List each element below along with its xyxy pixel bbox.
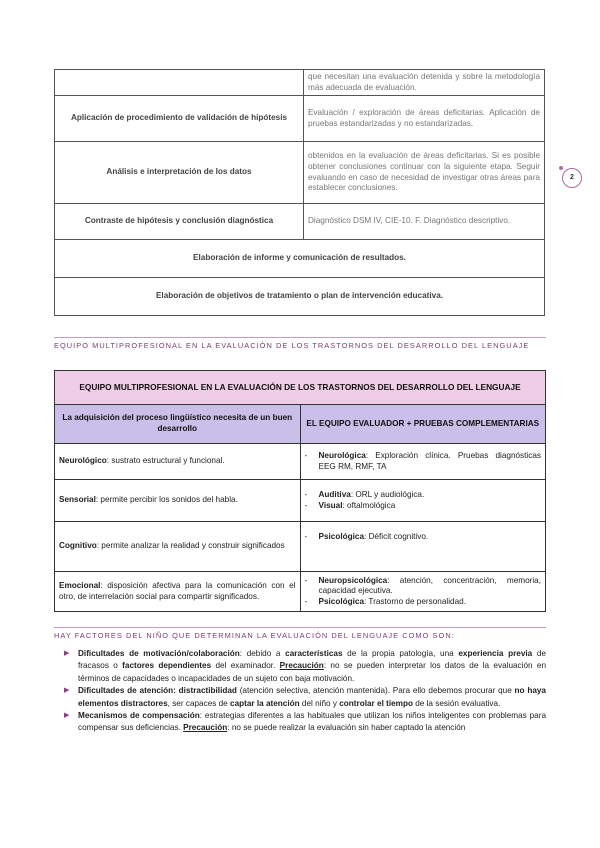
factor-text: factores dependientes <box>122 661 212 671</box>
section-divider <box>54 337 546 338</box>
factor-text: Precaución <box>183 723 228 733</box>
factor-text: controlar el tiempo <box>339 698 413 708</box>
factor-text: experiencia previa <box>458 649 533 658</box>
list-item <box>305 501 542 512</box>
list-item <box>66 648 546 685</box>
test-term: Auditiva <box>318 489 351 499</box>
test-term: Psicológica <box>318 532 365 541</box>
table-cell <box>55 480 301 522</box>
factor-text: : no se pueden interpretar los datos de la evaluación en términos de capacidades o incapacidades de un sujeto con baja motivación. <box>78 661 547 683</box>
table-row <box>55 278 545 316</box>
table-cell: Análisis e interpretación de los datos <box>55 142 304 204</box>
table-cell <box>300 572 546 612</box>
section-divider <box>54 627 546 628</box>
column-header: EL EQUIPO EVALUADOR + PRUEBAS COMPLEMENTARIAS <box>300 405 546 444</box>
factor-text: Dificultades de atención: distractibilidad <box>78 686 237 696</box>
table-row <box>55 204 545 240</box>
factor-text: de la sesión evaluativa. <box>412 698 501 708</box>
factor-text: Mecanismos de compensación <box>78 711 200 721</box>
test-term: Neuropsicológica <box>318 575 388 585</box>
factor-text: de fracasos o <box>78 649 546 671</box>
list-item <box>305 576 542 597</box>
area-term: Cognitivo <box>59 541 97 551</box>
table-cell <box>55 70 304 96</box>
bullet-arrow-icon: ▶ <box>64 712 70 720</box>
table-row <box>55 522 546 572</box>
factors-list <box>66 648 546 735</box>
table-cell <box>55 522 301 572</box>
evaluation-process-table <box>54 69 545 316</box>
area-desc: : permite percibir los sonidos del habla. <box>95 495 238 505</box>
test-desc: : ORL y audiológica. <box>350 489 425 499</box>
test-desc: : Trastorno de personalidad. <box>364 596 466 606</box>
bullet-arrow-icon: ▶ <box>64 650 70 657</box>
table-cell <box>300 444 546 480</box>
factor-text: Precaución <box>279 661 324 671</box>
table-cell: Contraste de hipótesis y conclusión diagnóstica <box>55 204 304 240</box>
table-cell: que necesitan una evaluación detenida y sobre la metodología más adecuada de evaluación. <box>304 70 545 96</box>
list-item <box>305 490 542 501</box>
factor-text: (atención selectiva, atención mantenida). Para ello debemos procurar que <box>236 686 515 696</box>
factor-text: características <box>285 649 343 658</box>
list-item <box>305 451 542 472</box>
table-row <box>55 444 546 480</box>
test-term: Neurológica <box>318 450 366 460</box>
table-cell <box>300 480 546 522</box>
column-header: La adquisición del proceso lingüístico necesita de un buen desarrollo <box>55 405 301 444</box>
table-header-row <box>55 405 546 444</box>
area-desc: : permite analizar la realidad y construir significados <box>96 541 285 551</box>
test-term: Psicológica <box>318 596 365 606</box>
area-desc: : sustrato estructural y funcional. <box>106 456 225 466</box>
table-title: EQUIPO MULTIPROFESIONAL EN LA EVALUACIÓN DE LOS TRASTORNOS DEL DESARROLLO DEL LENGUAJE <box>55 371 546 405</box>
table-cell: obtenidos en la evaluación de áreas deficitarias. Si es posible obtener conclusiones continuar con la siguiente etapa. Seguir evaluando en caso de necesidad de investigar otras áreas para establecer conclusiones. <box>304 142 545 204</box>
table-row <box>55 142 545 204</box>
table-cell <box>55 444 301 480</box>
list-item <box>66 685 546 710</box>
table-row <box>55 480 546 522</box>
area-term: Neurológico <box>59 456 107 466</box>
factor-text: Dificultades de motivación/colaboración <box>78 649 240 658</box>
section-heading: HAY FACTORES DEL NIÑO QUE DETERMINAN LA EVALUACIÓN DEL LENGUAJE COMO SON: <box>54 631 455 640</box>
page-marker-dot <box>559 166 563 170</box>
factor-text: no haya elementos distractores <box>78 686 546 708</box>
factor-text: del examinador. <box>211 661 280 671</box>
factor-text: : estrategias diferentes a las habituales que utilizan los niños inteligentes con problemas para compensar sus deficiencias. <box>78 711 547 733</box>
section-heading: EQUIPO MULTIPROFESIONAL EN LA EVALUACIÓN DE LOS TRASTORNOS DEL DESARROLLO DEL LENGUAJE <box>54 341 530 350</box>
table-row <box>55 371 546 405</box>
table-cell <box>55 572 301 612</box>
list-item <box>305 532 542 543</box>
table-row <box>55 70 545 96</box>
table-row <box>55 572 546 612</box>
factor-text: de la propia patología, una <box>342 649 459 658</box>
test-desc: : oftalmológica <box>342 500 396 510</box>
table-cell: Elaboración de informe y comunicación de resultados. <box>55 240 545 278</box>
table-cell: Evaluación / exploración de áreas deficitarias. Aplicación de pruebas estandarizadas y no estandarizadas. <box>304 96 545 142</box>
test-term: Visual <box>318 500 343 510</box>
factor-text: : no se puede realizar la evaluación sin haber captado la atención <box>227 723 466 733</box>
table-cell: Aplicación de procedimiento de validación de hipótesis <box>55 96 304 142</box>
table-row <box>55 96 545 142</box>
test-desc: : Déficit cognitivo. <box>364 532 429 541</box>
bullet-arrow-icon: ▶ <box>64 687 70 695</box>
table-cell: Diagnóstico DSM IV, CIE-10. F. Diagnóstico descriptivo. <box>304 204 545 240</box>
test-desc: : atención, concentración, memoria, capacidad ejecutiva. <box>318 575 541 596</box>
table-cell: Elaboración de objetivos de tratamiento o plan de intervención educativa. <box>55 278 545 316</box>
list-item <box>66 710 546 735</box>
area-desc: : disposición afectiva para la comunicación con el otro, de interrelación social para compartir significados. <box>59 580 296 601</box>
factor-text: captar la atención <box>230 698 300 708</box>
table-row <box>55 240 545 278</box>
table-cell <box>300 522 546 572</box>
multiprofessional-team-table <box>54 370 546 612</box>
page-number: 2 <box>562 168 582 188</box>
factor-text: : debido a <box>239 649 286 658</box>
area-term: Emocional <box>59 580 101 590</box>
factor-text: , ser capaces de <box>167 698 231 708</box>
factor-text: del niño y <box>299 698 340 708</box>
list-item <box>305 597 542 608</box>
test-desc: : Exploración clínica. Pruebas diagnósticas EEG RM, RMF, TA <box>318 450 541 471</box>
area-term: Sensorial <box>59 495 96 505</box>
